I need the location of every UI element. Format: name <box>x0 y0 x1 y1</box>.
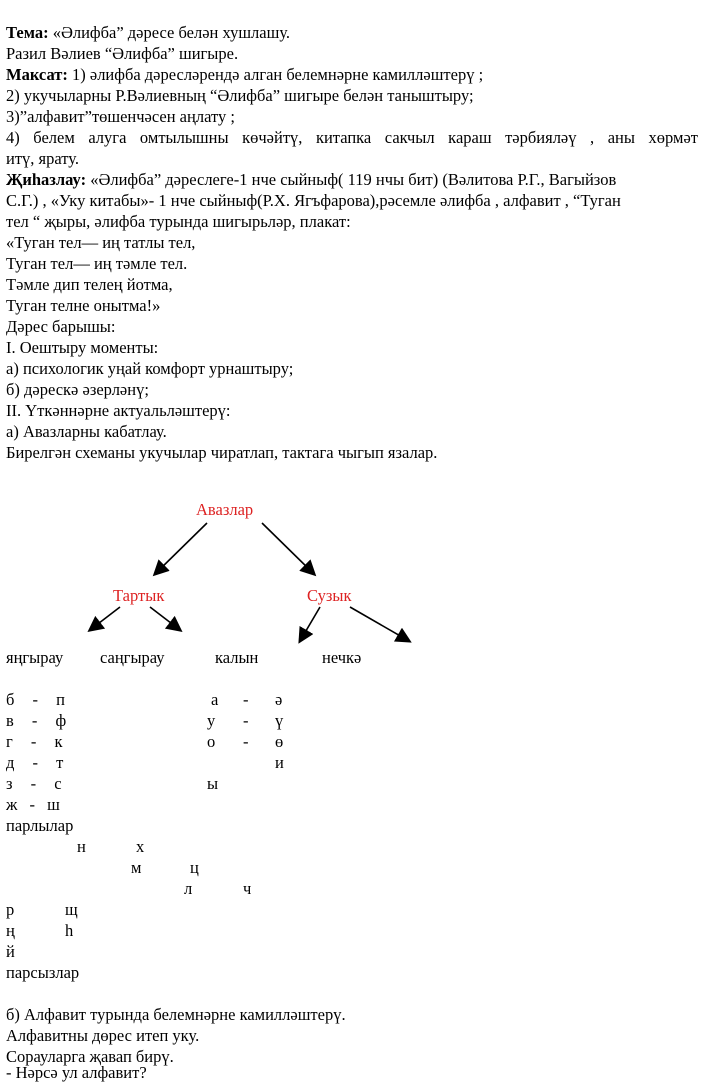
consonant-pair: б - п <box>6 690 65 709</box>
vowel-soft: ө <box>275 732 284 751</box>
goal-label: Максат: <box>6 65 68 84</box>
diagram-root-node: Авазлар <box>196 500 254 519</box>
unpaired-letter: н <box>77 837 86 856</box>
unpaired-letter: щ <box>65 900 78 919</box>
vowel-dash: - <box>243 732 249 751</box>
consonant-pair: д - т <box>6 753 64 772</box>
equipment-line-3: тел “ җыры, әлифба турында шигырьләр, плакат: <box>6 212 351 231</box>
goal-line-3: 3)”алфавит”төшенчәсен аңлату ; <box>6 107 235 126</box>
arrow-root-to-consonant <box>155 523 207 574</box>
lesson-instruction: Бирелгән схеманы укучылар чиратлап, тактага чыгып язалар. <box>6 443 438 462</box>
paired-heading: парлылар <box>6 816 74 835</box>
vowel-soft: ү <box>275 711 284 730</box>
lesson-step-2a: а) Авазларны кабатлау. <box>6 422 167 441</box>
vowel-hard: ы <box>207 774 219 793</box>
vowel-hard: у <box>207 711 216 730</box>
footer-line-3: Сорауларга җавап бирү. <box>6 1047 174 1066</box>
vowel-soft: ә <box>275 690 283 709</box>
unpaired-letter: й <box>6 942 15 961</box>
lesson-step-1b: б) дәрескә әзерләнү; <box>6 380 149 399</box>
vowel-dash: - <box>243 711 249 730</box>
author-line: Разил Вәлиев “Әлифба” шигыре. <box>6 44 239 63</box>
label-hard: калын <box>215 648 259 667</box>
goal-text-1: 1) әлифба дәресләрендә алган белемнәрне камилләштерү ; <box>72 65 484 84</box>
goal-line-4b: итү, ярату. <box>6 149 79 168</box>
vowel-hard: а <box>211 690 219 709</box>
equipment-line-2: С.Г.) , «Уку китабы»- 1 нче сыйныф(Р.Х. Ягъфарова),рәсемле әлифба , алфавит , “Туган <box>6 191 621 210</box>
unpaired-letter: ц <box>190 858 199 877</box>
label-soft: нечкә <box>322 648 362 667</box>
unpaired-letter: р <box>6 900 15 919</box>
arrow-consonant-to-voiceless <box>150 607 180 630</box>
consonant-pair: з - с <box>6 774 62 793</box>
unpaired-letter: м <box>131 858 142 877</box>
consonant-pair: ж - ш <box>6 795 60 814</box>
poem-line-3: Тәмле дип телең йотма, <box>6 275 173 294</box>
equipment-text-a: «Әлифба” дәреслеге-1 нче сыйныф( 119 нчы бит) (Вәлитова Р.Г., Вагыйзов <box>90 170 617 189</box>
topic-text: «Әлифба” дәресе белән хушлашу. <box>52 23 291 42</box>
diagram-consonant-node: Тартык <box>113 586 165 605</box>
goal-line-2: 2) укучыларны Р.Вәлиевның “Әлифба” шигыре белән таныштыру; <box>6 86 474 105</box>
unpaired-letter: х <box>136 837 145 856</box>
footer-line-4: - Нәрсә ул алфавит? <box>6 1063 147 1082</box>
lesson-step-2: II. Үткәннәрне актуальләштерү: <box>6 401 231 420</box>
lesson-step-1a: а) психологик уңай комфорт урнаштыру; <box>6 359 294 378</box>
unpaired-heading: парсызлар <box>6 963 80 982</box>
consonant-pair: г - к <box>6 732 63 751</box>
unpaired-letter: ч <box>243 879 252 898</box>
arrow-vowel-to-soft <box>350 607 409 641</box>
unpaired-letter: һ <box>65 921 74 940</box>
poem-line-2: Туган тел— иң тәмле тел. <box>6 254 188 273</box>
unpaired-letter: ң <box>6 921 15 940</box>
footer-line-1: б) Алфавит турында белемнәрне камилләштерү. <box>6 1005 346 1024</box>
poem-line-4: Туган телне онытма!» <box>6 296 161 315</box>
consonant-pair: в - ф <box>6 711 67 730</box>
topic-label: Тема: <box>6 23 49 42</box>
unpaired-letter: л <box>184 879 193 898</box>
label-voiceless: саңгырау <box>100 648 165 667</box>
lesson-heading: Дәрес барышы: <box>6 317 116 336</box>
lesson-step-1: I. Оештыру моменты: <box>6 338 159 357</box>
poem-line-1: «Туган тел— иң татлы тел, <box>6 233 196 252</box>
goal-line-4a: 4) белем алуга омтылышны көчәйтү, китапка сакчыл караш тәрбияләү , аны хөрмәт <box>6 128 698 147</box>
vowel-soft: и <box>275 753 284 772</box>
equipment-label: Җиһазлау: <box>6 170 87 189</box>
arrow-root-to-vowel <box>262 523 314 574</box>
label-voiced: яңгырау <box>6 648 64 667</box>
vowel-hard: о <box>207 732 216 751</box>
footer-line-2: Алфавитны дөрес итеп уку. <box>6 1026 200 1045</box>
arrow-consonant-to-voiced <box>90 607 120 630</box>
arrow-vowel-to-hard <box>300 607 320 641</box>
diagram-vowel-node: Сузык <box>307 586 352 605</box>
vowel-dash: - <box>243 690 249 709</box>
